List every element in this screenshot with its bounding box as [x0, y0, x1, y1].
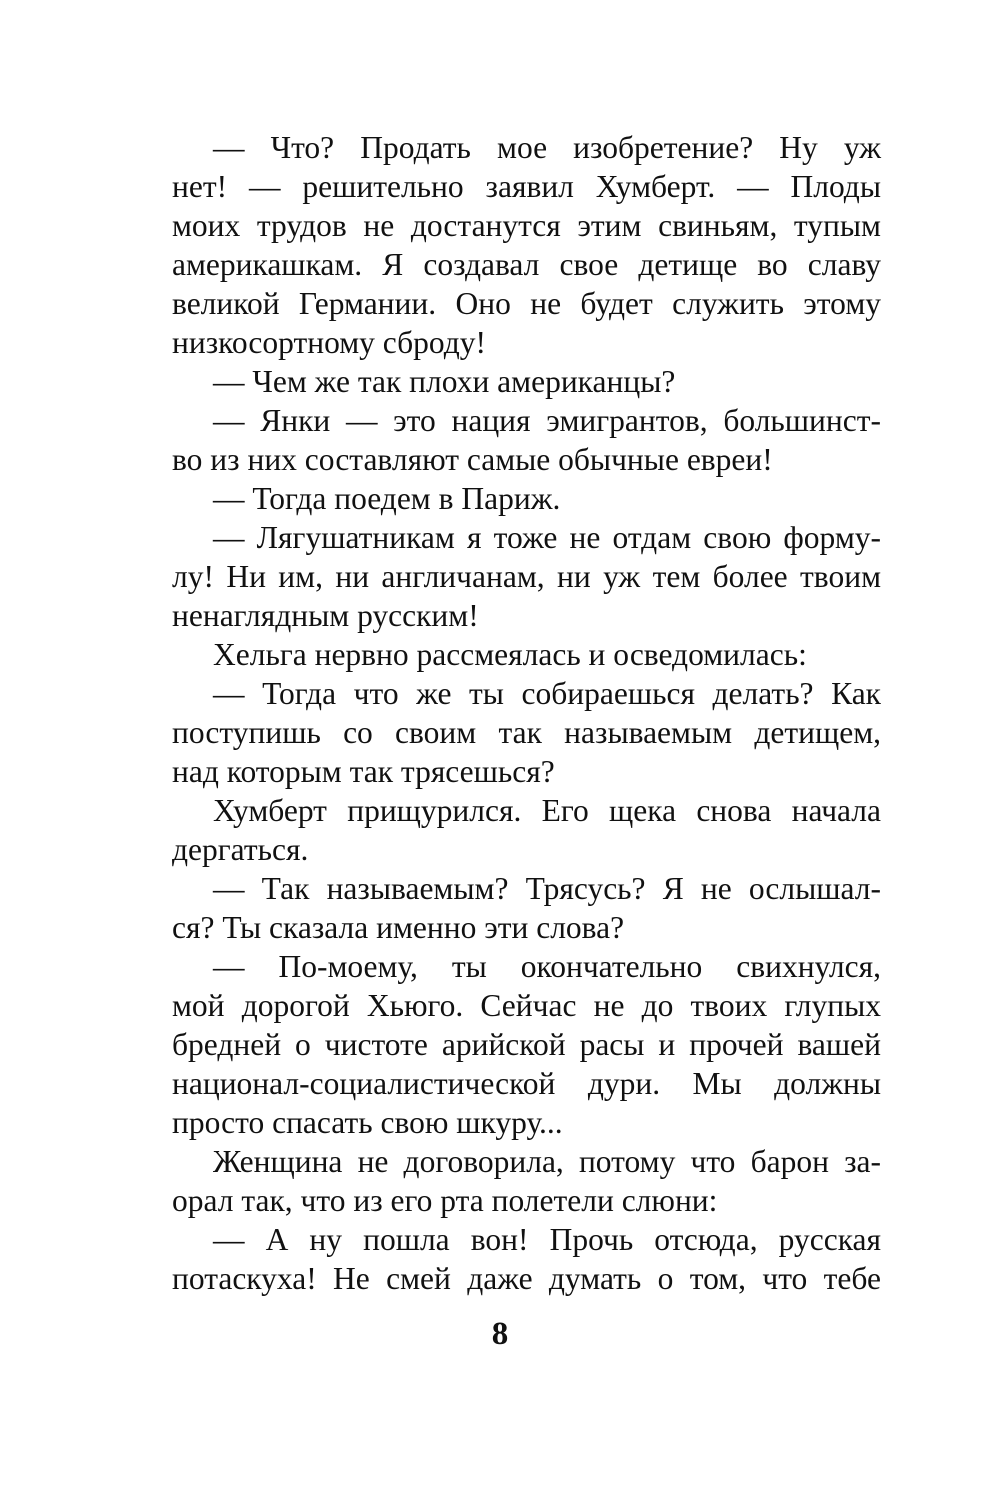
text-line: низкосортному сброду!	[172, 325, 487, 360]
text-line: Хельга нервно рассмеялась и осведомилась:	[213, 637, 807, 672]
text-line: национал-социалистической дури. Мы должны	[172, 1066, 881, 1101]
page-number: 8	[491, 1316, 509, 1352]
text-line: поступишь со своим так называемым детищем,	[172, 715, 881, 750]
text-line: лу! Ни им, ни англичанам, ни уж тем более твоим	[172, 559, 881, 594]
text-line: — Тогда поедем в Париж.	[213, 481, 561, 516]
text-line: — Что? Продать мое изобретение? Ну уж	[213, 130, 881, 165]
text-line: — Чем же так плохи американцы?	[213, 364, 676, 399]
text-line: мой дорогой Хьюго. Сейчас не до твоих глупых	[172, 988, 881, 1023]
text-line: потаскуха! Не смей даже думать о том, что тебе	[172, 1261, 881, 1296]
text-line: ненаглядным русским!	[172, 598, 479, 633]
text-line: — А ну пошла вон! Прочь отсюда, русская	[213, 1222, 881, 1257]
text-line: моих трудов не достанутся этим свиньям, тупым	[172, 208, 881, 243]
text-line: — Тогда что же ты собираешься делать? Как	[213, 676, 881, 711]
text-line: ся? Ты сказала именно эти слова?	[172, 910, 625, 945]
text-line: америкашкам. Я создавал свое детище во славу	[172, 247, 881, 282]
text-line: — Лягушатникам я тоже не отдам свою форму-	[213, 520, 881, 555]
text-line: — Так называемым? Трясусь? Я не ослышал-	[213, 871, 881, 906]
text-line: — Янки — это нация эмигрантов, большинст-	[213, 403, 881, 438]
text-line: бредней о чистоте арийской расы и прочей вашей	[172, 1027, 881, 1062]
text-line: великой Германии. Оно не будет служить этому	[172, 286, 881, 321]
text-line: нет! — решительно заявил Хумберт. — Плоды	[172, 169, 881, 204]
text-line: над которым так трясешься?	[172, 754, 555, 789]
text-line: дергаться.	[172, 832, 309, 867]
text-line: Женщина не договорила, потому что барон за-	[213, 1144, 881, 1179]
text-line: во из них составляют самые обычные евреи!	[172, 442, 773, 477]
text-line: просто спасать свою шкуру...	[172, 1105, 563, 1140]
text-line: орал так, что из его рта полетели слюни:	[172, 1183, 718, 1218]
text-line: Хумберт прищурился. Его щека снова начала	[213, 793, 881, 828]
text-line: — По-моему, ты окончательно свихнулся,	[213, 949, 881, 984]
